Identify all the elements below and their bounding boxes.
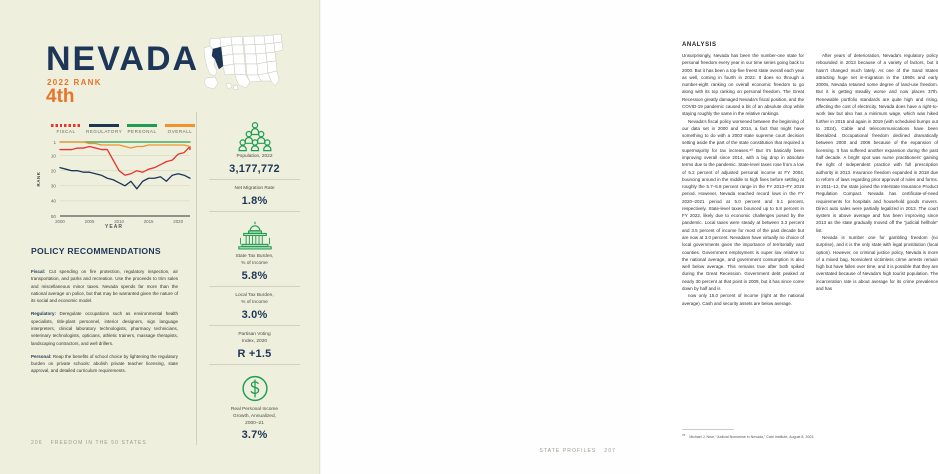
stat-state-tax-burden-value: 5.8% [241, 269, 268, 282]
footer-right [539, 448, 616, 454]
stat-pvi-value: R +1.5 [237, 347, 272, 360]
policy-item-personal-text: Reap the benefits of school choice by lightening the regulatory burden on private schools: abolish private teacher licensing, state approval, and detailed curriculum requirements. [31, 353, 178, 374]
stat-income-line2: Growth, Annualized, [233, 413, 276, 419]
policy-item-regulatory [31, 310, 178, 346]
svg-text:2010: 2010 [114, 219, 124, 224]
chart-legend [48, 124, 198, 134]
policy-recommendations-body [31, 268, 178, 381]
svg-text:1: 1 [53, 139, 56, 145]
legend-label-overall: OVERALL [167, 129, 193, 134]
svg-text:30: 30 [50, 183, 56, 189]
stat-real-personal-income-growth [209, 364, 300, 446]
stat-local-tax-burden [209, 286, 300, 325]
dollar-circle-icon [209, 368, 300, 404]
footer-left [31, 440, 147, 446]
stat-income-growth-label [209, 407, 300, 428]
analysis-paragraph: Nevada is number one for gambling freedom (no surprise), and it is the only state with legal prostitution (local option). However, on criminal justice policy, Nevada is more of a mixed bag. Nonviolent victimless crime arrests remain high but have fallen over time, and it is possible that they are overstated because of Nevada's high tourist population. The incarceration rate is about average for its crime prevalence and has [816, 235, 938, 291]
svg-text:2020: 2020 [173, 219, 184, 224]
stat-population [209, 112, 300, 179]
legend-swatch-fiscal [51, 124, 81, 127]
analysis-heading: ANALYSIS [682, 42, 717, 48]
svg-text:10: 10 [50, 153, 56, 159]
policy-item-fiscal [31, 268, 178, 304]
legend-swatch-regulatory [89, 124, 119, 127]
stat-state-tax-burden [209, 211, 300, 286]
legend-label-fiscal: FISCAL [56, 129, 76, 134]
stat-net-migration-value: 1.8% [241, 194, 268, 207]
footnote [682, 433, 932, 440]
analysis-paragraph: Unsurprisingly, Nevada has been the number-one state for personal freedom every year in our time series going back to 2000. But it has been a top-five freest state overall each year as well, coming in fourth in 2022. It does so through a number-eight ranking on overall economic freedom to go along with its top ranking on personal freedom. The Great Recession greatly damaged Nevada's fiscal position, and the COVID-19 pandemic caused a bit of an absolute drop while staying roughly the same in the relative rankings. [682, 53, 804, 117]
legend-swatch-overall [165, 124, 195, 127]
state-stats-panel [196, 112, 300, 445]
svg-text:40: 40 [50, 198, 56, 204]
people-group-icon [209, 115, 300, 151]
svg-text:20: 20 [50, 168, 56, 174]
footer-right-text: STATE PROFILES [539, 448, 597, 454]
stat-pvi-line1: Partisan Voting [238, 331, 271, 337]
stat-local-tax-burden-label [209, 293, 300, 307]
capitol-building-icon [209, 215, 300, 251]
stat-pvi-label [209, 332, 300, 346]
right-page [320, 0, 938, 474]
analysis-paragraph: After years of deterioration, Nevada's regulatory policy rebounded in 2013 because of a variety of factors, but it hasn't changed much lately. As one of the Sand States attracting huge net in-migration in the 1990s and early 2000s, Nevada retained some degree of land-use freedom. But it is getting steadily worse and now places 37th. Renewable portfolio standards are quite high and rising, affecting the cost of electricity. Nevada does have a right-to-work law but also has a minimum wage, which was hiked further in 2015 and again in 2019 (with scheduled bumps out to 2024). Cable and telecommunications have been liberalized. Occupational freedom declined dramatically between 2000 and 2006 because of the expansion of licensing. It has suffered another expansion during the past half decade. A bright spot was nurse practitioners' gaining the right of independent practice with full prescription authority in 2013. Insurance freedom expanded in 2018 due to reform of laws regarding prior approval of rules and forms. In 2011–12, the state joined the Interstate Insurance Product Regulation Compact. Nevada has certificate-of-need requirements for hospitals and household goods movers. Direct auto sales were partially legalized in 2013. The court system is above average and has been improving since 2013 as the state gradually moved off the “judicial hellhole” list. [816, 53, 938, 233]
stat-state-tax-burden-label [209, 254, 300, 268]
legend-label-personal: PERSONAL [127, 129, 157, 134]
policy-item-fiscal-text: Cut spending on fire protection, regulatory inspection, air transportation, and parks and recreation. Use the proceeds to trim sales and miscellaneous minor taxes. Nevada spends far more than the national average on police, but that may be warranted given the nature of its social and economic model. [31, 269, 178, 304]
policy-item-personal [31, 353, 178, 375]
stat-state-tax-line2: % of Income [241, 260, 268, 266]
policy-item-fiscal-label: Fiscal: [31, 269, 46, 274]
stat-population-label: Population, 2022 [236, 154, 273, 159]
stat-state-tax-line1: State Tax Burden, [235, 253, 274, 259]
rank-value: 4th [46, 86, 75, 107]
stat-net-migration-label: Net Migration Rate [234, 185, 275, 191]
footer-left-text: FREEDOM IN THE 50 STATES [50, 440, 147, 446]
us-map-icon [200, 28, 286, 94]
footnote-rule [682, 429, 734, 430]
policy-recommendations-heading: POLICY RECOMMENDATIONS [31, 246, 161, 256]
page-title: NEVADA [46, 40, 200, 78]
policy-item-regulatory-label: Regulatory: [31, 311, 57, 317]
footnote-text: Michael J. New, “Judicial Nonsense in Nevada,” Cato Institute, August 8, 2003. [689, 434, 815, 439]
stat-local-tax-line1: Local Tax Burden, [235, 292, 274, 298]
stat-net-migration [209, 179, 300, 211]
svg-text:50: 50 [50, 213, 56, 219]
legend-item-fiscal [48, 124, 84, 134]
stat-pvi-line2: Index, 2020 [241, 338, 268, 344]
stat-income-line1: Real Personal Income [230, 406, 279, 412]
stat-income-line3: 2000–21 [245, 420, 264, 426]
legend-item-regulatory [86, 124, 122, 134]
page-spine [319, 0, 321, 474]
stat-local-tax-line2: % of Income [241, 299, 268, 305]
stat-income-growth-value: 3.7% [241, 429, 268, 442]
policy-item-regulatory-text: Deregulate occupations such as environmental health specialists, title-plant personnel, interior designers, sign language interpreters, clinical laboratory technologists, pharmacy technicians, veterinary technologists, opticians, athletic trainers, massage therapists, landscaping contractors, and well drillers. [31, 311, 178, 346]
legend-item-overall [162, 124, 198, 134]
svg-text:2000: 2000 [55, 219, 65, 224]
analysis-paragraph: Nevada's fiscal policy worsened between the beginning of our data set in 2000 and 2014, a fact that might have something to do with a 2003 state supreme court decision setting aside the part of the state constitution that required a supermajority for tax increases.⁶⁰ But it's basically been improving overall since 2014, with a big drop in absolute terms due to the pandemic. State-level taxes rose from a low of 5.2 percent of adjusted personal income at FY 2004, bouncing around in the middle to high fives before settling at roughly the 5.7–5.8 percent range in the FY 2013–FY 2019 period. However, Nevada reached record lows in the FY 2020–2021 period at 5.0 percent and 5.1 percent, respectively. State-level taxes bounced up to 5.8 percent in FY 2022, likely due to economic challenges posed by the pandemic. Local taxes were steady at between 3.3 percent and 3.5 percent of income for most of the past decade but are now at 3.0 percent. Nevadans have virtually no choice of local governments given the importance of territorially vast counties. Government employment is super low relative to the national average, and government consumption is also well below average. This remains true after both spiked during the Great Recession. Government debt peaked at nearly 30 percent at that point in 2009, but it has since come down by half and is [682, 118, 804, 291]
analysis-body [682, 52, 938, 420]
analysis-paragraph: now only 15.0 percent of income (right at the national average). Cash and security assets are below average. [682, 293, 804, 306]
svg-text:RANK: RANK [36, 171, 41, 187]
legend-swatch-personal [127, 124, 157, 127]
chart-xaxis-label: YEAR [105, 224, 123, 230]
rank-label: 2022 RANK [47, 78, 102, 87]
policy-item-personal-label: Personal: [31, 353, 52, 359]
footer-right-page-number: 207 [604, 448, 616, 454]
footnote-marker: 76 [682, 432, 686, 437]
footer-left-page-number: 206 [31, 440, 43, 446]
left-page [0, 0, 320, 474]
rank-trend-chart [34, 136, 194, 232]
svg-text:2005: 2005 [84, 219, 95, 224]
legend-item-personal [124, 124, 160, 134]
svg-text:2015: 2015 [143, 219, 154, 224]
legend-label-regulatory: REGULATORY [86, 129, 123, 134]
stat-local-tax-burden-value: 3.0% [241, 308, 268, 321]
stat-population-value: 3,177,772 [229, 162, 280, 175]
stat-partisan-voting-index [209, 325, 300, 364]
